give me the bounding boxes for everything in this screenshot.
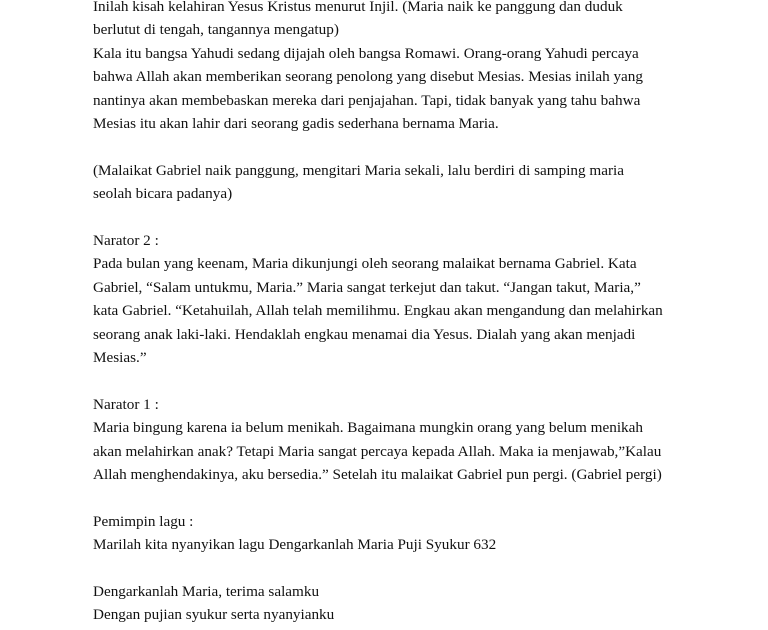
text-line: Mesias itu akan lahir dari seorang gadis sederhana bernama Maria.	[93, 115, 499, 133]
text-line: Pada bulan yang keenam, Maria dikunjungi oleh seorang malaikat bernama Gabriel. Kata	[93, 255, 637, 273]
text-line: Mesias.”	[93, 349, 147, 367]
text-line: Inilah kisah kelahiran Yesus Kristus menurut Injil. (Maria naik ke panggung dan duduk	[93, 0, 623, 15]
text-line: Marilah kita nyanyikan lagu Dengarkanlah Maria Puji Syukur 632	[93, 536, 497, 554]
paragraph-song-leader	[93, 510, 693, 557]
text-line: (Malaikat Gabriel naik panggung, mengitari Maria sekali, lalu berdiri di samping maria	[93, 161, 624, 179]
speaker-label: Narator 1 :	[93, 395, 159, 413]
text-line: seorang anak laki-laki. Hendaklah engkau menamai dia Yesus. Dialah yang akan menjadi	[93, 325, 636, 343]
document-page	[93, 0, 693, 627]
paragraph-narrator-1	[93, 393, 693, 487]
paragraph-spacer	[93, 135, 693, 158]
text-line: akan melahirkan anak? Tetapi Maria sangat percaya kepada Allah. Maka ia menjawab,”Kalau	[93, 442, 662, 460]
paragraph-spacer	[93, 369, 693, 392]
lyric-line: Dengan pujian syukur serta nyanyianku	[93, 606, 335, 624]
paragraph-stage-direction	[93, 159, 693, 206]
text-line: Kala itu bangsa Yahudi sedang dijajah oleh bangsa Romawi. Orang-orang Yahudi percaya	[93, 44, 639, 62]
paragraph-narrator-2	[93, 229, 693, 369]
paragraph-intro	[93, 0, 693, 135]
text-line: Allah menghendakinya, aku bersedia.” Setelah itu malaikat Gabriel pun pergi. (Gabriel pergi)	[93, 466, 662, 484]
speaker-label: Pemimpin lagu :	[93, 512, 194, 530]
text-line: nantinya akan membebaskan mereka dari penjajahan. Tapi, tidak banyak yang tahu bahwa	[93, 91, 641, 109]
lyric-line: Dengarkanlah Maria, terima salamku	[93, 583, 320, 601]
text-line: berlutut di tengah, tangannya mengatup)	[93, 21, 339, 39]
paragraph-spacer	[93, 206, 693, 229]
paragraph-spacer	[93, 486, 693, 509]
text-line: Maria bingung karena ia belum menikah. Bagaimana mungkin orang yang belum menikah	[93, 419, 643, 437]
text-line: seolah bicara padanya)	[93, 185, 233, 203]
paragraph-song-lyrics	[93, 580, 693, 627]
text-line: Gabriel, “Salam untukmu, Maria.” Maria sangat terkejut dan takut. “Jangan takut, Maria,”	[93, 278, 641, 296]
paragraph-spacer	[93, 557, 693, 580]
speaker-label: Narator 2 :	[93, 232, 159, 250]
text-line: kata Gabriel. “Ketahuilah, Allah telah memilihmu. Engkau akan mengandung dan melahirkan	[93, 302, 663, 320]
text-line: bahwa Allah akan memberikan seorang penolong yang disebut Mesias. Mesias inilah yang	[93, 68, 643, 86]
